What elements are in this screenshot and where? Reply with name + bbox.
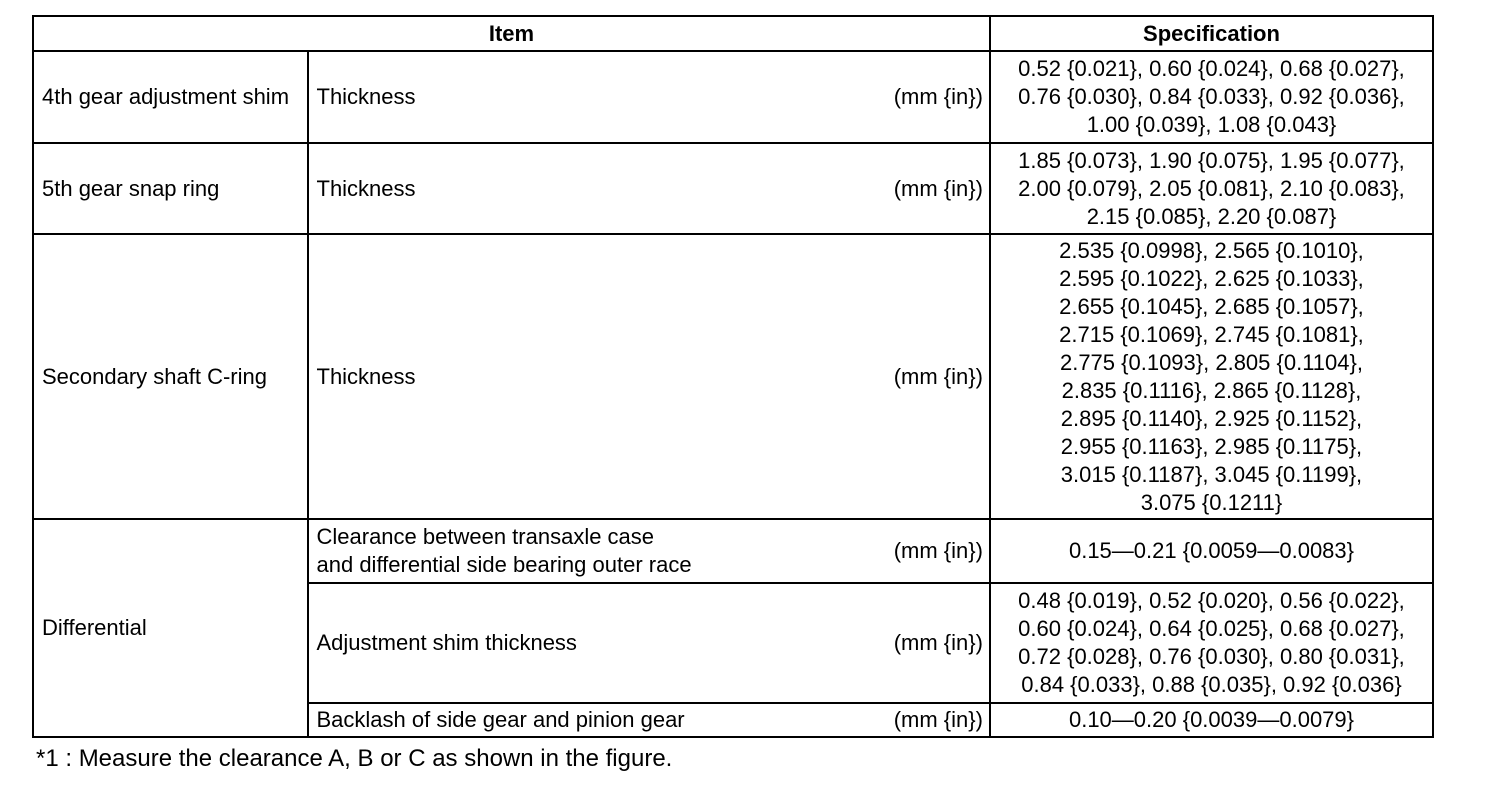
specification-cell: [990, 51, 1433, 143]
specification-cell: [990, 234, 1433, 519]
table-row: [33, 234, 1433, 519]
spec-line: 2.535 {0.0998}, 2.565 {0.1010},: [1059, 237, 1364, 263]
column-header-specification: Specification: [990, 16, 1433, 51]
unit-label: (mm {in}): [893, 175, 983, 201]
description-line: Thickness: [316, 84, 416, 109]
description-cell: [308, 583, 990, 703]
table-row: [33, 51, 1433, 143]
spec-line: 1.00 {0.039}, 1.08 {0.043}: [1086, 112, 1337, 137]
description-text: [317, 523, 692, 579]
specification-table: [32, 15, 1434, 738]
spec-line: 2.595 {0.1022}, 2.625 {0.1033},: [1059, 265, 1364, 291]
spec-line: 1.85 {0.073}, 1.90 {0.075}, 1.95 {0.077},: [1018, 147, 1405, 173]
specification-cell: [990, 519, 1433, 583]
item-cell: 5th gear snap ring: [33, 143, 308, 234]
spec-line: 2.715 {0.1069}, 2.745 {0.1081},: [1059, 321, 1364, 347]
description-line: Adjustment shim thickness: [316, 630, 577, 655]
spec-line: 0.84 {0.033}, 0.88 {0.035}, 0.92 {0.036}: [1021, 672, 1402, 697]
unit-label: (mm {in}): [893, 84, 983, 109]
spec-line: 0.48 {0.019}, 0.52 {0.020}, 0.56 {0.022},: [1018, 588, 1405, 613]
spec-line: 2.895 {0.1140}, 2.925 {0.1152},: [1060, 405, 1363, 431]
description-text: [317, 363, 416, 391]
item-cell: Differential: [33, 519, 308, 737]
description-text: [317, 706, 685, 734]
description-cell: [308, 234, 990, 519]
description-text: [317, 175, 416, 203]
spec-line: 0.76 {0.030}, 0.84 {0.033}, 0.92 {0.036},: [1018, 84, 1405, 109]
table-row: [33, 143, 1433, 234]
spec-line: 3.015 {0.1187}, 3.045 {0.1199},: [1060, 461, 1363, 487]
description-line: Thickness: [316, 363, 416, 389]
footnote: *1 : Measure the clearance A, B or C as shown in the figure.: [36, 745, 673, 772]
specification-cell: [990, 583, 1433, 703]
spec-line: 3.075 {0.1211}: [1140, 489, 1283, 515]
description-line: Backlash of side gear and pinion gear: [316, 707, 685, 732]
item-cell: 4th gear adjustment shim: [33, 51, 308, 143]
column-header-item: Item: [33, 16, 990, 51]
specification-cell: [990, 143, 1433, 234]
spec-line: 2.775 {0.1093}, 2.805 {0.1104},: [1059, 349, 1363, 375]
spec-line: 0.10—0.20 {0.0039—0.0079}: [1068, 707, 1354, 732]
item-cell: Secondary shaft C-ring: [33, 234, 308, 519]
description-cell: [308, 519, 990, 583]
table-header-row: [33, 16, 1433, 51]
spec-line: 2.835 {0.1116}, 2.865 {0.1128},: [1061, 377, 1362, 403]
specification-cell: [990, 703, 1433, 737]
unit-label: (mm {in}): [893, 538, 983, 563]
spec-line: 0.60 {0.024}, 0.64 {0.025}, 0.68 {0.027},: [1018, 616, 1405, 641]
spec-line: 2.655 {0.1045}, 2.685 {0.1057},: [1059, 293, 1364, 319]
description-cell: [308, 51, 990, 143]
unit-label: (mm {in}): [893, 707, 983, 732]
table-row: [33, 519, 1433, 583]
spec-line: 0.15—0.21 {0.0059—0.0083}: [1068, 538, 1354, 563]
spec-line: 2.15 {0.085}, 2.20 {0.087}: [1086, 203, 1337, 229]
description-line: Thickness: [316, 175, 416, 201]
spec-line: 0.52 {0.021}, 0.60 {0.024}, 0.68 {0.027},: [1018, 56, 1405, 81]
description-text: [317, 83, 416, 111]
spec-line: 0.72 {0.028}, 0.76 {0.030}, 0.80 {0.031},: [1018, 644, 1405, 669]
unit-label: (mm {in}): [893, 363, 983, 389]
unit-label: (mm {in}): [893, 630, 983, 655]
description-line: Clearance between transaxle case: [316, 524, 655, 549]
spec-line: 2.00 {0.079}, 2.05 {0.081}, 2.10 {0.083},: [1018, 175, 1405, 201]
spec-line: 2.955 {0.1163}, 2.985 {0.1175},: [1060, 433, 1363, 459]
description-cell: [308, 143, 990, 234]
description-cell: [308, 703, 990, 737]
description-line: and differential side bearing outer race: [316, 552, 692, 577]
description-text: [317, 629, 577, 657]
